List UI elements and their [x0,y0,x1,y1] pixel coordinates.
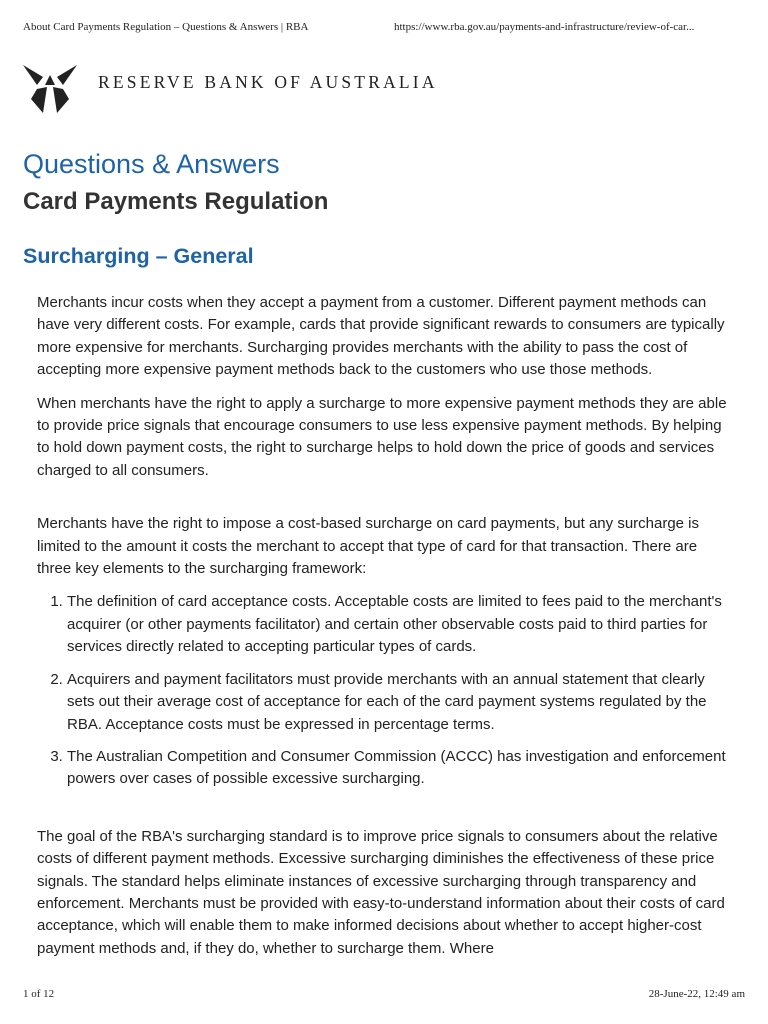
print-footer [23,988,745,1002]
rba-emblem-icon [23,63,77,113]
list-item: 3. The Australian Competition and Consumer Commission (ACCC) has investigation and enforcement powers over cases of possible excessive surcharging. [67,746,733,791]
bank-name: RESERVE BANK OF AUSTRALIA [98,72,438,92]
paragraph: Merchants have the right to impose a cost-based surcharge on card payments, but any surcharge is limited to the amount it costs the merchant to accept that type of card for that transaction. There are three key elements to the surcharging framework: [37,515,700,578]
print-header-title: About Card Payments Regulation – Questions & Answers | RBA [23,21,309,33]
print-header [23,21,745,37]
list-item: 2. Acquirers and payment facilitators must provide merchants with an annual statement that clearly sets out their average cost of acceptance for each of the card payment systems regulated by the RBA. Acceptance costs must be expressed in percentage terms. [67,669,733,736]
paragraph: When merchants have the right to apply a surcharge to more expensive payment methods they are able to provide price signals that encourage consumers to use less expensive payment methods. By helping to hold down payment costs, the right to surcharge helps to hold down the price of goods and services charged to all consumers. [37,394,727,479]
section-heading: Surcharging – General [23,244,254,268]
section-content [37,292,733,960]
rba-logo[interactable] [23,63,723,113]
list-item: 1. The definition of card acceptance costs. Acceptable costs are limited to fees paid to the merchant's acquirer (or other payments facilitator) and certain other observable costs paid to third parties for services directly related to accepting particular types of cards. [67,591,733,658]
framework-list [37,591,733,790]
page-title: Questions & Answers [23,149,280,179]
print-header-url: https://www.rba.gov.au/payments-and-infrastructure/review-of-car... [394,21,695,33]
page-number: 1 of 12 [23,988,55,1000]
page-subtitle: Card Payments Regulation [23,188,329,215]
print-date: 28-June-22, 12:49 am [648,988,745,1000]
paragraph: Merchants incur costs when they accept a payment from a customer. Different payment methods can have very different costs. For example, cards that provide significant rewards to consumers are typically more expensive for merchants. Surcharging provides merchants with the ability to pass the cost of accepting more expensive payment methods back to the customers who use those methods. [37,294,725,379]
paragraph: The goal of the RBA's surcharging standard is to improve price signals to consumers about the relative costs of different payment methods. Excessive surcharging diminishes the effectiveness of these price signals. The standard helps eliminate instances of excessive surcharging through transparency and enforcement. Merchants must be provided with easy-to-understand information about their costs of card acceptance, which will enable them to make informed decisions about whether to accept higher-cost payment methods and, if they do, whether to surcharge them. Where [37,827,725,957]
